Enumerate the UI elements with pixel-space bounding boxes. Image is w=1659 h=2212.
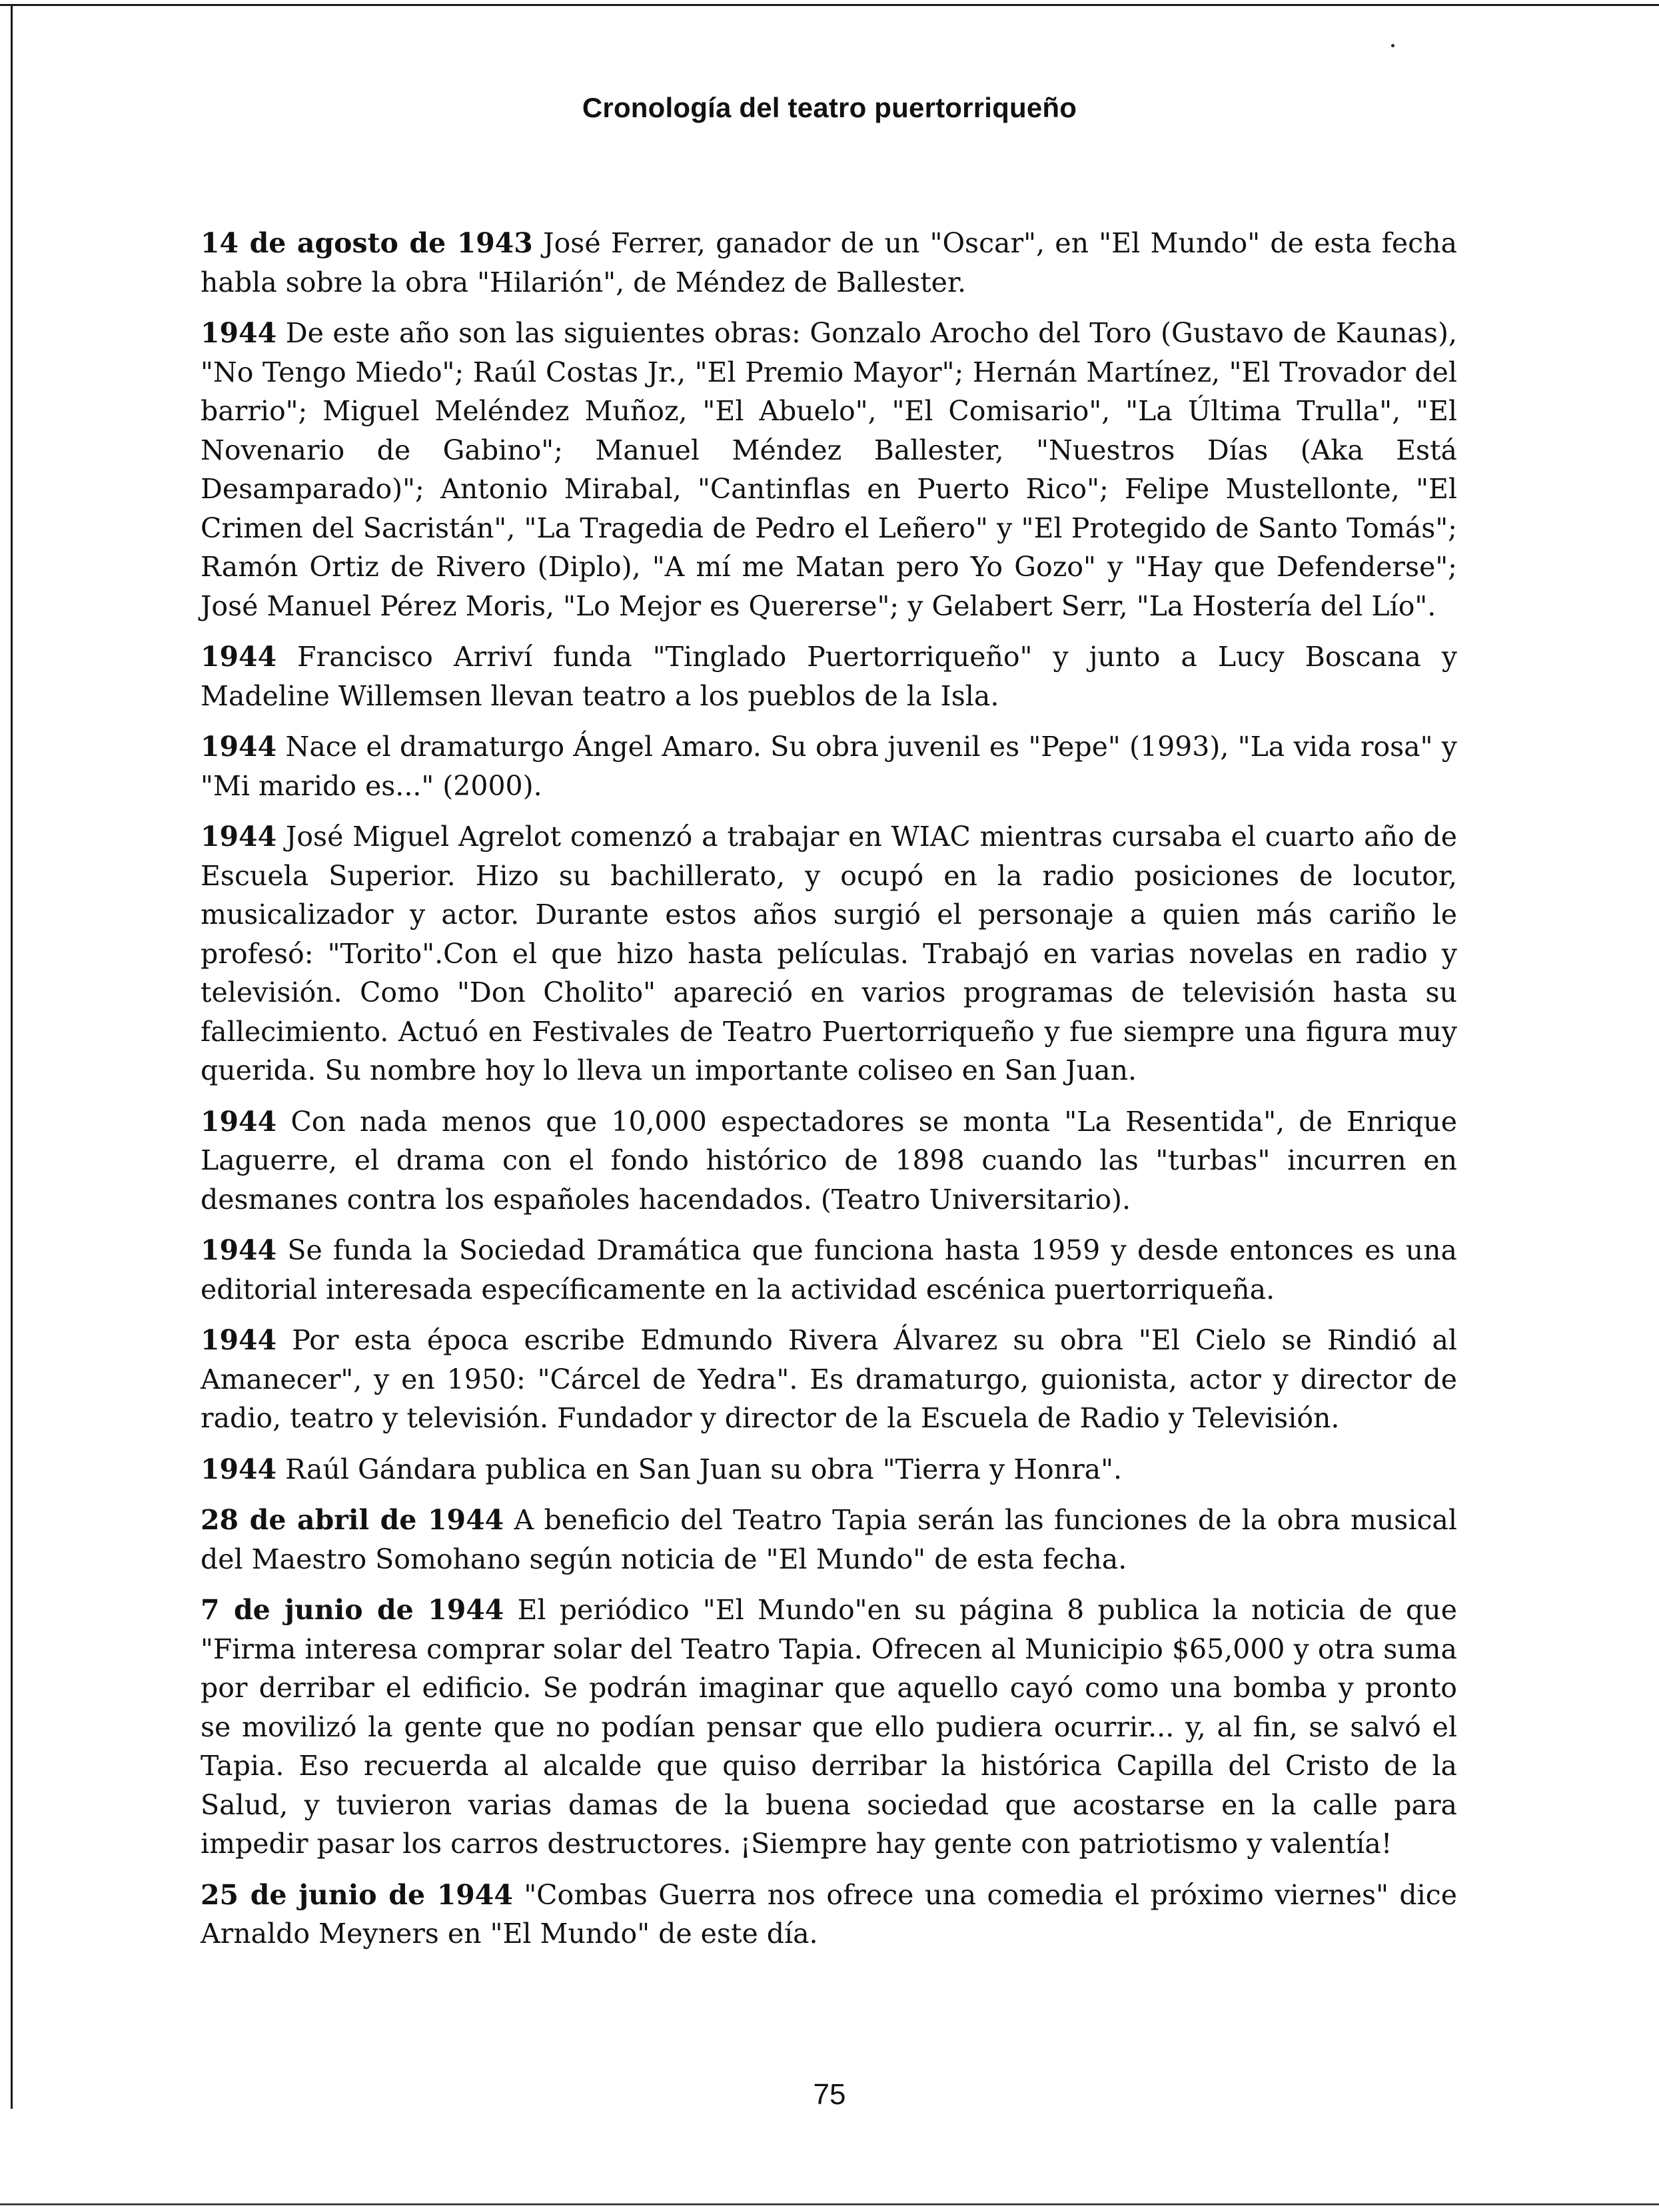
entry-date: 1944 bbox=[201, 821, 277, 853]
chronology-entry bbox=[201, 727, 1457, 805]
entry-date: 1944 bbox=[201, 1324, 277, 1356]
chronology-entry bbox=[201, 1321, 1457, 1438]
entry-date: 25 de junio de 1944 bbox=[201, 1878, 513, 1911]
entry-text: Raúl Gándara publica en San Juan su obra "Tierra y Honra". bbox=[285, 1453, 1123, 1485]
entry-text: José Ferrer, ganador de un "Oscar", en "El Mundo" de esta fecha habla sobre la obra "Hilarión", de Méndez de Ballester. bbox=[201, 227, 1457, 298]
entry-date: 28 de abril de 1944 bbox=[201, 1504, 504, 1536]
entry-date: 1944 bbox=[201, 317, 277, 349]
scan-edge-bottom bbox=[0, 2203, 1659, 2205]
chronology-entry bbox=[201, 314, 1457, 625]
entry-date: 7 de junio de 1944 bbox=[201, 1594, 504, 1626]
scan-edge-top bbox=[0, 4, 1659, 6]
entry-date: 1944 bbox=[201, 641, 277, 673]
scan-speck bbox=[1391, 44, 1394, 47]
entry-date: 1944 bbox=[201, 1453, 277, 1485]
entry-date: 14 de agosto de 1943 bbox=[201, 227, 533, 259]
chronology-entry bbox=[201, 1102, 1457, 1220]
running-header: Cronología del teatro puertorriqueño bbox=[582, 92, 1077, 123]
entry-date: 1944 bbox=[201, 1105, 277, 1138]
page-number: 75 bbox=[813, 2078, 846, 2111]
entry-text: José Miguel Agrelot comenzó a trabajar en WIAC mientras cursaba el cuarto año de Escuela Superior. Hizo su bachillerato, y ocupó en la radio posiciones de locutor, musicalizador y actor. Durante estos años surgió el personaje a quien más cariño le profesó: "Torito".Con el que hizo hasta películas. Trabajó en varias novelas en radio y televisión. Como "Don Cholito" apareció en varios programas de televisión hasta su fallecimiento. Actuó en Festivales de Teatro Puertorriqueño y fue siempre una figura muy querida. Su nombre hoy lo lleva un importante coliseo en San Juan. bbox=[201, 821, 1457, 1086]
chronology-body bbox=[201, 224, 1457, 1966]
scan-edge-left bbox=[11, 4, 13, 2109]
chronology-entry bbox=[201, 637, 1457, 715]
chronology-entry bbox=[201, 1450, 1457, 1489]
chronology-entry bbox=[201, 224, 1457, 302]
chronology-entry bbox=[201, 1876, 1457, 1954]
entry-date: 1944 bbox=[201, 731, 277, 763]
entry-text: Se funda la Sociedad Dramática que funciona hasta 1959 y desde entonces es una editorial interesada específicamente en la actividad escénica puertorriqueña. bbox=[201, 1234, 1457, 1305]
entry-text: Francisco Arriví funda "Tinglado Puertorriqueño" y junto a Lucy Boscana y Madeline Willemsen llevan teatro a los pueblos de la Isla. bbox=[201, 641, 1457, 712]
entry-text: El periódico "El Mundo"en su página 8 publica la noticia de que "Firma interesa comprar solar del Teatro Tapia. Ofrecen al Municipio $65,000 y otra suma por derribar el edificio. Se podrán imaginar que aquello cayó como una bomba y pronto se movilizó la gente que no podían pensar que ello pudiera ocurrir... y, al fin, se salvó el Tapia. Eso recuerda al alcalde que quiso derribar la histórica Capilla del Cristo de la Salud, y tuvieron varias damas de la buena sociedad que acostarse en la calle para impedir pasar los carros destructores. ¡Siempre hay gente con patriotismo y valentía! bbox=[201, 1594, 1457, 1860]
entry-text: Nace el dramaturgo Ángel Amaro. Su obra juvenil es "Pepe" (1993), "La vida rosa" y "Mi marido es..." (2000). bbox=[201, 731, 1457, 802]
chronology-entry bbox=[201, 1591, 1457, 1864]
entry-text: Por esta época escribe Edmundo Rivera Álvarez su obra "El Cielo se Rindió al Amanecer", y en 1950: "Cárcel de Yedra". Es dramaturgo, guionista, actor y director de radio, teatro y televisión. Fundador y director de la Escuela de Radio y Televisión. bbox=[201, 1324, 1457, 1434]
entry-text: A beneficio del Teatro Tapia serán las funciones de la obra musical del Maestro Somohano según noticia de "El Mundo" de esta fecha. bbox=[201, 1504, 1457, 1575]
entry-text: Con nada menos que 10,000 espectadores se monta "La Resentida", de Enrique Laguerre, el drama con el fondo histórico de 1898 cuando las "turbas" incurren en desmanes contra los españoles hacendados. (Teatro Universitario). bbox=[201, 1105, 1457, 1216]
entry-text: "Combas Guerra nos ofrece una comedia el próximo viernes" dice Arnaldo Meyners en "El Mundo" de este día. bbox=[201, 1878, 1457, 1950]
entry-date: 1944 bbox=[201, 1234, 277, 1266]
chronology-entry bbox=[201, 1231, 1457, 1309]
chronology-entry bbox=[201, 1501, 1457, 1579]
chronology-entry bbox=[201, 817, 1457, 1090]
entry-text: De este año son las siguientes obras: Gonzalo Arocho del Toro (Gustavo de Kaunas), "No Tengo Miedo"; Raúl Costas Jr., "El Premio Mayor"; Hernán Martínez, "El Trovador del barrio"; Miguel Meléndez Muñoz, "El Abuelo", "El Comisario", "La Última Trulla", "El Novenario de Gabino"; Manuel Méndez Ballester, "Nuestros Días (Aka Está Desamparado)"; Antonio Mirabal, "Cantinflas en Puerto Rico"; Felipe Mustellonte, "El Crimen del Sacristán", "La Tragedia de Pedro el Leñero" y "El Protegido de Santo Tomás"; Ramón Ortiz de Rivero (Diplo), "A mí me Matan pero Yo Gozo" y "Hay que Defenderse"; José Manuel Pérez Moris, "Lo Mejor es Quererse"; y Gelabert Serr, "La Hostería del Lío". bbox=[201, 317, 1457, 622]
